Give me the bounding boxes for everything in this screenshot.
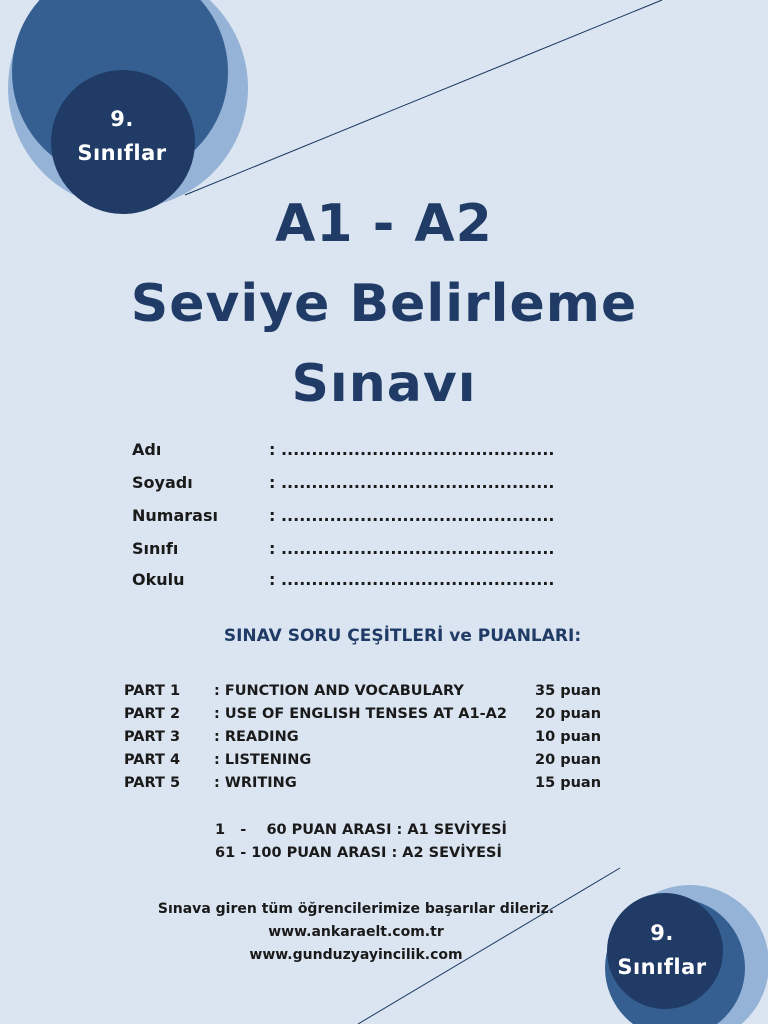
part-description: : USE OF ENGLISH TENSES AT A1-A2 (214, 706, 507, 722)
footer-message: Sınava giren tüm öğrencilerimize başarılar dileriz. (157, 901, 555, 917)
diagonal-line-top (185, 0, 662, 195)
part-label: PART 4 (124, 752, 181, 768)
footer-link-ankaraelt[interactable]: www.ankaraelt.com.tr (268, 924, 444, 940)
part-score: 20 puan (535, 706, 602, 722)
form-label-number: Numarası (132, 506, 218, 525)
form-label-class: Sınıfı (132, 539, 179, 558)
grade-badge-top-label: Sınıflar (77, 141, 167, 165)
page-title-main: Seviye Belirleme (130, 274, 638, 334)
page-title-level: A1 - A2 (275, 194, 493, 254)
part-description: : WRITING (214, 775, 297, 791)
grade-badge-top (62, 102, 182, 170)
part-label: PART 2 (124, 706, 181, 722)
grade-badge-bottom-label: Sınıflar (617, 955, 707, 979)
form-field-number[interactable]: : ............................................. (269, 506, 555, 525)
part-label: PART 5 (124, 775, 181, 791)
part-description: : FUNCTION AND VOCABULARY (214, 683, 464, 699)
form-field-school[interactable]: : ............................................. (269, 570, 555, 589)
form-field-name[interactable]: : ............................................. (269, 440, 555, 459)
part-label: PART 3 (124, 729, 181, 745)
part-score: 15 puan (535, 775, 602, 791)
form-label-surname: Soyadı (132, 473, 193, 492)
score-range-a2: 61 - 100 PUAN ARASI : A2 SEVİYESİ (215, 845, 502, 861)
part-description: : READING (214, 729, 299, 745)
form-field-class[interactable]: : ............................................. (269, 539, 555, 558)
footer-link-gunduzyayincilik[interactable]: www.gunduzyayincilik.com (249, 947, 463, 963)
diagonal-line-bottom (358, 868, 620, 1024)
part-score: 10 puan (535, 729, 602, 745)
form-label-school: Okulu (132, 570, 185, 589)
part-score: 35 puan (535, 683, 602, 699)
form-field-surname[interactable]: : ............................................. (269, 473, 555, 492)
score-range-a1: 1 - 60 PUAN ARASI : A1 SEVİYESİ (215, 822, 507, 838)
part-score: 20 puan (535, 752, 602, 768)
form-label-name: Adı (132, 440, 162, 459)
section-heading: SINAV SORU ÇEŞİTLERİ ve PUANLARI: (223, 626, 582, 646)
grade-badge-bottom-number: 9. (650, 921, 674, 945)
grade-badge-top-number: 9. (110, 107, 134, 131)
part-description: : LISTENING (214, 752, 312, 768)
page-title-exam: Sınavı (291, 354, 477, 414)
part-label: PART 1 (124, 683, 181, 699)
